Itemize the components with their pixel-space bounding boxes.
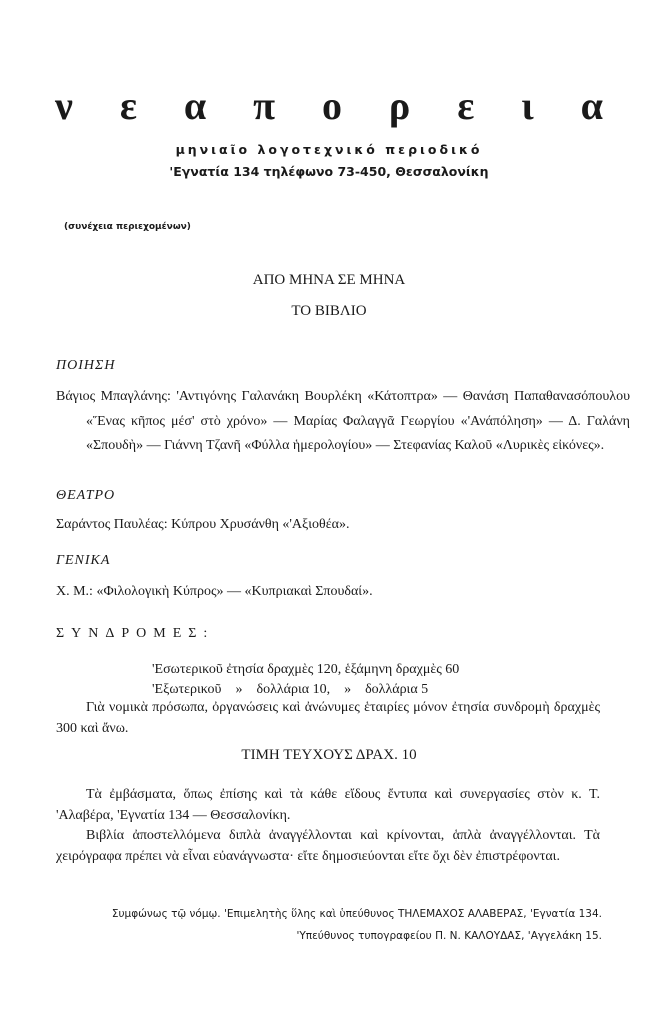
subscriptions-heading: ΣΥΝΔΡΟΜΕΣ: (56, 626, 215, 641)
footer-editor: Συμφώνως τῷ νόμῳ. 'Επιμελητὴς ὕλης καὶ ὑπεύθυνος ΤΗΛΕΜΑΧΟΣ ΑΛΑΒΕΡΑΣ, 'Εγνατία 134. (111, 908, 602, 920)
section-title: ΑΠΟ ΜΗΝΑ ΣΕ ΜΗΝΑ (252, 272, 406, 288)
subscription-legal: Γιὰ νομικὰ πρόσωπα, ὀργανώσεις καὶ ἀνώνυμες ἑταιρίες μόνον ἐτησία συνδρομὴ δραχμὲς 300 καὶ ἄνω. (56, 700, 600, 736)
poetry-text: Βάγιος Μπαγλάνης: 'Αντιγόνης Γαλανάκη Βουρλέκη «Κάτοπτρα» — Θανάση Παπαθανασόπουλου «Ἕνας κῆπος μέσ' στὸ χρόνο» — Μαρίας Φαλαγγᾶ Γεωργίου «'Ανάπόληση» — Δ. Γαλάνη «Σπουδὴ» — Γιάννη Τζανῆ «Φύλλα ἡμερολογίου» — Στεφανίας Καλοῦ «Λυρικὲς εἰκόνες». (56, 389, 630, 453)
poetry-heading: ΠΟΙΗΣΗ (56, 358, 116, 373)
subscription-foreign: 'Εξωτερικοῦ » δολλάρια 10, » δολλάρια 5 (152, 682, 429, 697)
notes-books: Βιβλία ἀποστελλόμενα διπλὰ ἀναγγέλλονται καὶ κρίνονται, ἁπλὰ ἀναγγέλλονται. Τὰ χειρόγραφα πρέπει νὰ εἶναι εὐανάγνωστα· εἴτε δημοσιεύονται εἴτε ὄχι δὲν ἐπιστρέφονται. (56, 828, 600, 864)
continuation-note: (συνέχεια περιεχομένων) (64, 222, 191, 232)
subsection-title: ΤΟ ΒΙΒΛΙΟ (291, 303, 367, 319)
masthead-address: 'Εγνατία 134 τηλέφωνο 73-450, Θεσσαλονίκη (169, 164, 489, 179)
masthead-letter: ι (521, 83, 534, 128)
masthead-letter: ε (457, 83, 475, 128)
general-heading: ΓΕΝΙΚΑ (56, 553, 111, 568)
masthead-subtitle: μηνιαῖο λογοτεχνικό περιοδικό (175, 142, 483, 157)
theatre-heading: ΘΕΑΤΡΟ (56, 488, 116, 503)
subscription-domestic: 'Εσωτερικοῦ ἐτησία δραχμὲς 120, ἑξάμηνη δραχμὲς 60 (152, 662, 460, 677)
masthead-letter: ρ (388, 83, 411, 128)
notes-remittances: Τὰ ἐμβάσματα, ὅπως ἐπίσης καὶ τὰ κάθε εἴδους ἔντυπα καὶ συνεργασίες στὸν κ. Τ. 'Αλαβέρα, 'Εγνατία 134 — Θεσσαλονίκη. (56, 787, 600, 823)
masthead-letter: α (183, 83, 207, 128)
masthead-letter: ν (55, 83, 73, 128)
masthead-letter: α (580, 83, 603, 128)
masthead-title (55, 82, 603, 129)
general-text: Χ. Μ.: «Φιλολογικὴ Κύπρος» — «Κυπριακαὶ Σπουδαί». (56, 584, 373, 599)
theatre-text: Σαράντος Παυλέας: Κύπρου Χρυσάνθη «'Αξιοθέα». (56, 517, 350, 532)
masthead-letter: ε (119, 83, 137, 128)
masthead-letter: π (253, 83, 276, 128)
footer-printer: 'Υπεύθυνος τυπογραφείου Π. Ν. ΚΑΛΟΥΔΑΣ, 'Αγγελάκη 15. (296, 930, 602, 942)
issue-price: ΤΙΜΗ ΤΕΥΧΟΥΣ ΔΡΑΧ. 10 (241, 747, 417, 763)
masthead-letter: ο (321, 83, 342, 128)
